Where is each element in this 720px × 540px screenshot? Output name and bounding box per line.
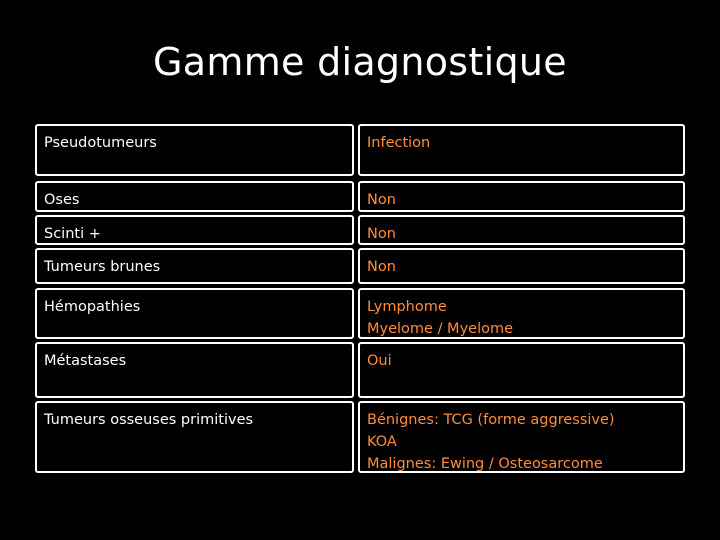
row-value-line: Oui	[367, 353, 392, 369]
row-value-line: Malignes: Ewing / Osteosarcome	[367, 456, 603, 472]
slide-title: Gamme diagnostique	[153, 40, 567, 84]
row-value	[358, 248, 685, 284]
row-value-line: Non	[367, 259, 396, 275]
row-label: Scinti +	[35, 215, 354, 245]
row-value	[358, 342, 685, 398]
row-value-line: Non	[367, 226, 396, 242]
row-value	[358, 288, 685, 339]
table-row	[35, 248, 685, 284]
row-value	[358, 401, 685, 473]
row-value	[358, 215, 685, 245]
table-row	[35, 181, 685, 212]
row-label: Oses	[35, 181, 354, 212]
table-row	[35, 342, 685, 398]
row-label: Pseudotumeurs	[35, 124, 354, 176]
row-label: Métastases	[35, 342, 354, 398]
row-value-line: Lymphome	[367, 299, 447, 315]
row-value	[358, 181, 685, 212]
row-value-line: KOA	[367, 434, 397, 450]
table-row	[35, 215, 685, 245]
table-row	[35, 124, 685, 176]
row-label: Tumeurs brunes	[35, 248, 354, 284]
table-row	[35, 401, 685, 473]
table-row	[35, 288, 685, 339]
row-value	[358, 124, 685, 176]
row-value-line: Infection	[367, 135, 431, 151]
row-label: Hémopathies	[35, 288, 354, 339]
row-value-line: Non	[367, 192, 396, 208]
row-label: Tumeurs osseuses primitives	[35, 401, 354, 473]
row-value-line: Myelome / Myelome	[367, 321, 514, 337]
row-value-line: Bénignes: TCG (forme aggressive)	[367, 412, 615, 428]
